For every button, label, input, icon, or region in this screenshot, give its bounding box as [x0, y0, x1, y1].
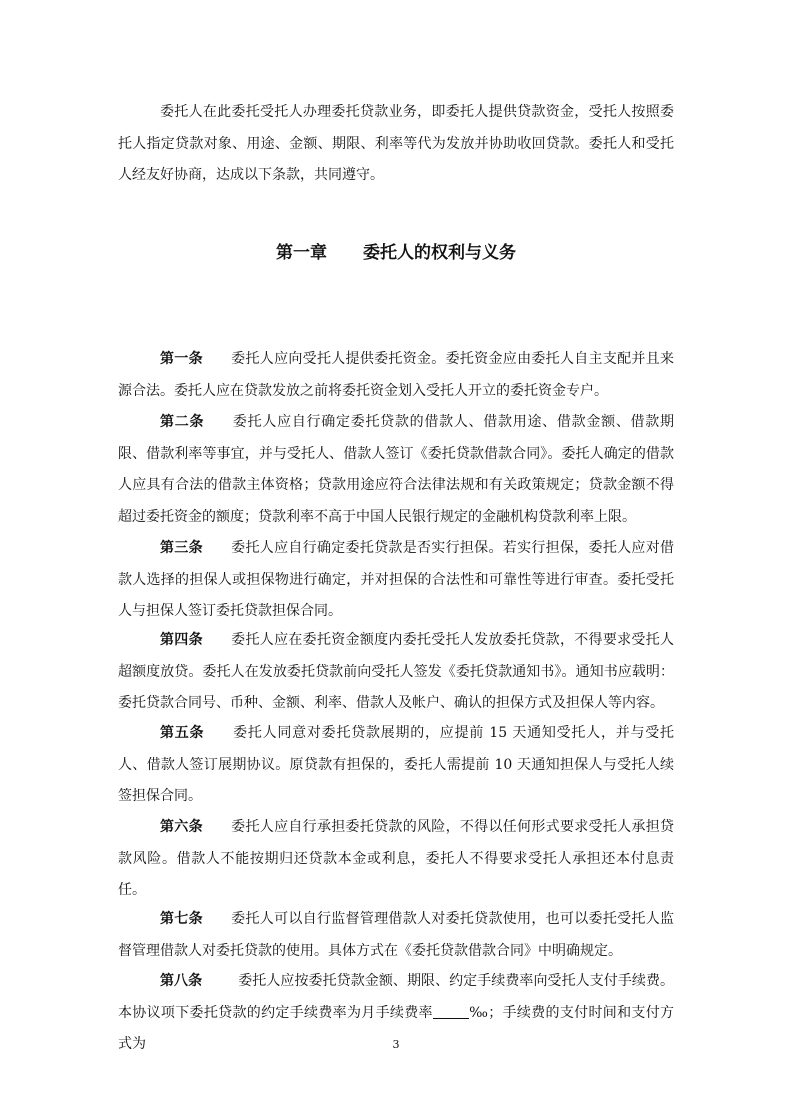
fee-rate-blank — [433, 1004, 469, 1019]
article-text: 委托人应自行确定委托贷款是否实行担保。若实行担保，委托人应对借款人选择的担保人或担保物进行确定，并对担保的合法性和可靠性等进行审查。委托受托人与担保人签订委托贷款担保合同。 — [118, 540, 675, 619]
article-label: 第七条 — [160, 911, 203, 927]
intro-paragraph: 委托人在此委托受托人办理委托贷款业务，即委托人提供贷款资金，受托人按照委托人指定贷款对象、用途、金额、期限、利率等代为发放并协助收回贷款。委托人和受托人经友好协商，达成以下条款，共同遵守。 — [118, 104, 674, 183]
article-5 — [118, 718, 674, 813]
article-label: 第四条 — [160, 632, 203, 648]
article-text: 委托人应自行确定委托贷款的借款人、借款用途、借款金额、借款期限、借款利率等事宜，并与受托人、借款人签订《委托贷款借款合同》。委托人确定的借款人应具有合法的借款主体资格；贷款用途应符合法律法规和有关政策规定；贷款金额不得超过委托资金的额度；贷款利率不高于中国人民银行规定的金融机构贷款利率上限。 — [118, 414, 675, 525]
article-7 — [118, 904, 674, 967]
article-3 — [118, 533, 674, 628]
article-label: 第三条 — [160, 540, 203, 556]
article-text: 委托人应自行承担委托贷款的风险，不得以任何形式要求受托人承担贷款风险。借款人不能按期归还贷款本金或利息，委托人不得要求受托人承担还本付息责任。 — [118, 819, 675, 898]
article-label: 第二条 — [160, 414, 205, 430]
article-4 — [118, 625, 674, 720]
article-text: 委托人同意对委托贷款展期的，应提前 15 天通知受托人，并与受托人、借款人签订展期协议。原贷款有担保的，委托人需提前 10 天通知担保人与受托人续签担保合同。 — [118, 725, 675, 804]
article-text: 委托人可以自行监督管理借款人对委托贷款使用，也可以委托受托人监督管理借款人对委托贷款的使用。具体方式在《委托贷款借款合同》中明确规定。 — [118, 911, 675, 959]
article-6 — [118, 812, 674, 907]
article-text: 委托人应在委托资金额度内委托受托人发放委托贷款，不得要求受托人超额度放贷。委托人在发放委托贷款前向受托人签发《委托贷款通知书》。通知书应载明：委托贷款合同号、币种、金额、利率、借款人及帐户、确认的担保方式及担保人等内容。 — [118, 632, 675, 711]
chapter-title: 委托人的权利与义务 — [363, 243, 516, 263]
article-label: 第六条 — [160, 819, 203, 835]
article-text-after: ‰；手续费的支付时间和支付方式为 — [118, 1004, 675, 1052]
article-label: 第五条 — [160, 725, 205, 741]
article-1 — [118, 344, 674, 407]
article-text-before: 委托人应按委托贷款金额、期限、约定手续费率向受托人支付手续费。本协议项下委托贷款的约定手续费率为月手续费率 — [118, 973, 675, 1021]
article-label: 第一条 — [160, 351, 203, 367]
chapter-heading — [0, 238, 792, 263]
page-number: 3 — [392, 1038, 400, 1051]
article-2 — [118, 407, 674, 533]
article-text: 委托人应向受托人提供委托资金。委托资金应由委托人自主支配并且来源合法。委托人应在贷款发放之前将委托资金划入受托人开立的委托资金专户。 — [118, 351, 675, 399]
article-label: 第八条 — [160, 973, 203, 989]
chapter-number: 第一章 — [276, 243, 327, 263]
